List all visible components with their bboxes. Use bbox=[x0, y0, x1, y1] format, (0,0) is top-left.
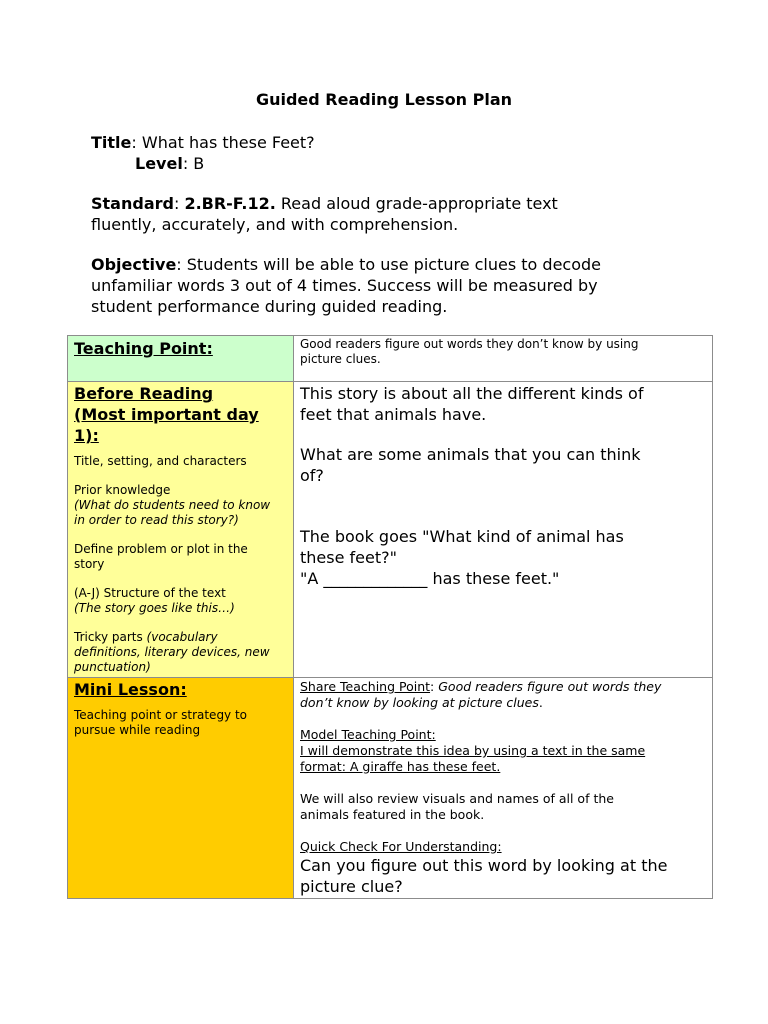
before-reading-heading-line1: Before Reading bbox=[74, 384, 214, 403]
objective-line3: student performance during guided reading. bbox=[91, 297, 448, 316]
prompt-tricky-parts: Tricky parts bbox=[74, 630, 147, 644]
review-line1: We will also review visuals and names of all of the bbox=[300, 791, 614, 806]
prompt-problem-line1: Define problem or plot in the bbox=[74, 542, 248, 556]
lesson-plan-table bbox=[67, 335, 713, 899]
teaching-point-header-cell bbox=[68, 336, 294, 382]
before-reading-heading-line2: (Most important day bbox=[74, 405, 259, 424]
mini-lesson-heading: Mini Lesson: bbox=[74, 680, 187, 699]
teaching-point-line2: picture clues. bbox=[300, 352, 381, 366]
share-text-line1: Good readers figure out words they bbox=[438, 679, 662, 694]
prompt-prior-note2: in order to read this story?) bbox=[74, 513, 239, 527]
quick-check-label: Quick Check For Understanding: bbox=[300, 839, 502, 854]
standard-code: 2.BR-F.12. bbox=[184, 194, 276, 213]
objective-block bbox=[91, 254, 691, 317]
prompt-prior-knowledge: Prior knowledge bbox=[74, 483, 171, 497]
teaching-point-row bbox=[68, 336, 713, 382]
prompt-structure-note: (The story goes like this…) bbox=[74, 601, 235, 615]
content-p3-line1: The book goes "What kind of animal has bbox=[300, 527, 624, 546]
model-line1: I will demonstrate this idea by using a text in the same bbox=[300, 743, 646, 758]
content-p2-line2: of? bbox=[300, 466, 324, 485]
standard-label: Standard bbox=[91, 194, 174, 213]
prompt-problem-line2: story bbox=[74, 557, 105, 571]
objective-line2: unfamiliar words 3 out of 4 times. Success will be measured by bbox=[91, 276, 598, 295]
content-p1-line1: This story is about all the different kinds of bbox=[300, 384, 644, 403]
quick-check-line1: Can you figure out this word by looking at the bbox=[300, 856, 668, 875]
share-text-line2: don’t know by looking at picture clues bbox=[300, 695, 539, 710]
standard-block bbox=[91, 193, 691, 235]
prompt-tricky-note2: definitions, literary devices, new bbox=[74, 645, 270, 659]
title-label: Title bbox=[91, 133, 132, 152]
model-teaching-point-label: Model Teaching Point: bbox=[300, 727, 436, 742]
prompt-prior-note1: (What do students need to know bbox=[74, 498, 271, 512]
objective-line1: : Students will be able to use picture clues to decode bbox=[176, 255, 602, 274]
mini-lesson-content-cell bbox=[294, 678, 713, 899]
mini-lesson-prompt-line2: pursue while reading bbox=[74, 723, 201, 737]
prompt-structure: (A-J) Structure of the text bbox=[74, 586, 226, 600]
review-line2: animals featured in the book. bbox=[300, 807, 485, 822]
level-line bbox=[135, 153, 735, 174]
standard-text-line1: Read aloud grade-appropriate text bbox=[275, 194, 558, 213]
quick-check-line2: picture clue? bbox=[300, 877, 403, 896]
before-reading-content bbox=[294, 382, 712, 589]
document-title: Guided Reading Lesson Plan bbox=[255, 90, 513, 109]
level-value: : B bbox=[182, 154, 205, 173]
title-line bbox=[91, 132, 691, 153]
content-p2-line1: What are some animals that you can think bbox=[300, 445, 641, 464]
quick-check-question bbox=[294, 855, 712, 897]
teaching-point-content-cell bbox=[294, 336, 713, 382]
standard-colon: : bbox=[173, 194, 185, 213]
content-p1-line2: feet that animals have. bbox=[300, 405, 487, 424]
objective-label: Objective bbox=[91, 255, 177, 274]
prompt-title-setting: Title, setting, and characters bbox=[74, 454, 247, 468]
mini-lesson-prompt bbox=[68, 708, 293, 738]
prompt-tricky-note3: punctuation) bbox=[74, 660, 151, 674]
before-reading-header-cell bbox=[68, 382, 294, 678]
standard-text-line2: fluently, accurately, and with comprehension. bbox=[91, 215, 459, 234]
content-p3-line3: "A _____________ has these feet." bbox=[300, 569, 560, 588]
share-teaching-point-label: Share Teaching Point bbox=[300, 679, 431, 694]
before-reading-prompts bbox=[68, 454, 293, 675]
level-label: Level bbox=[135, 154, 183, 173]
before-reading-heading bbox=[68, 382, 293, 446]
before-reading-heading-line3: 1): bbox=[74, 426, 99, 445]
prompt-tricky-note1: (vocabulary bbox=[146, 630, 218, 644]
model-line2: format: A giraffe has these feet. bbox=[300, 759, 501, 774]
content-p3-line2: these feet?" bbox=[300, 548, 397, 567]
before-reading-row bbox=[68, 382, 713, 678]
teaching-point-content bbox=[294, 336, 712, 367]
mini-lesson-row bbox=[68, 678, 713, 899]
before-reading-content-cell bbox=[294, 382, 713, 678]
share-period: . bbox=[538, 695, 543, 710]
mini-lesson-content bbox=[294, 678, 712, 855]
mini-lesson-header-cell bbox=[68, 678, 294, 899]
teaching-point-line1: Good readers figure out words they don’t know by using bbox=[300, 337, 639, 351]
title-value: : What has these Feet? bbox=[131, 133, 315, 152]
share-colon: : bbox=[430, 679, 439, 694]
mini-lesson-prompt-line1: Teaching point or strategy to bbox=[74, 708, 248, 722]
teaching-point-heading: Teaching Point: bbox=[74, 339, 213, 358]
